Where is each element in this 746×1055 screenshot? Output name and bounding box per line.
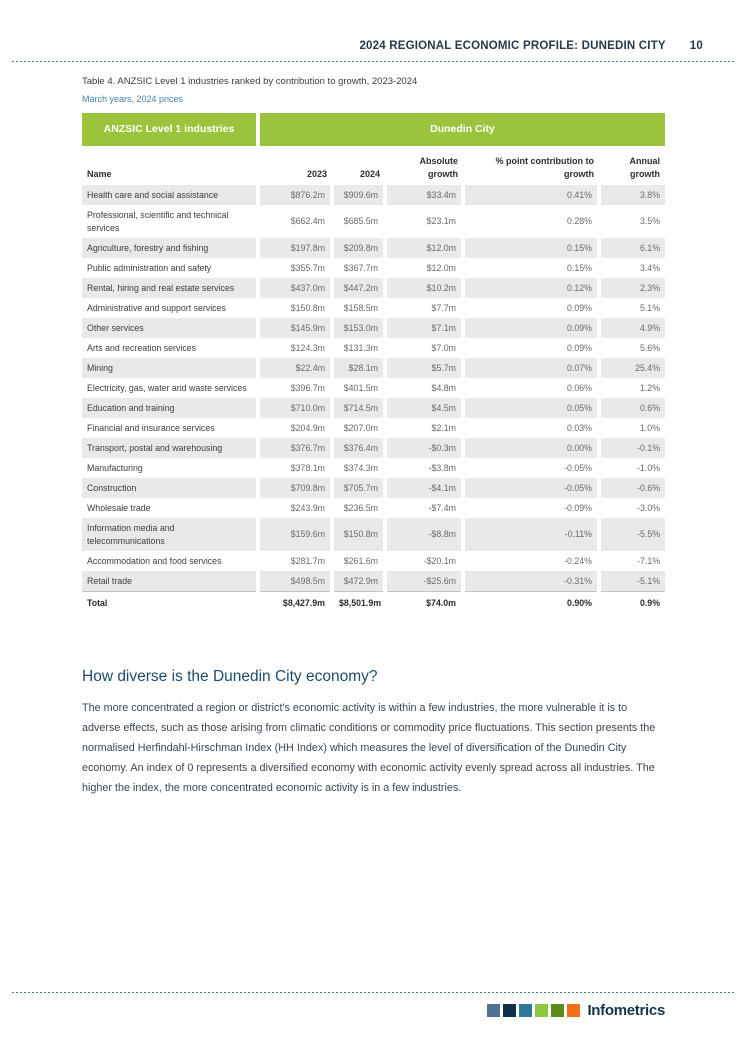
cell-absolute-growth: -$4.1m	[385, 478, 463, 498]
cell-contribution: 0.07%	[463, 358, 599, 378]
section-paragraph: The more concentrated a region or district's economic activity is within a few industries, the more vulnerable it is to adverse effects, such as those arising from climatic conditions or commodity price fluctuations. This section presents the normalised Herfindahl-Hirschman Index (HH Index) which measures the level of diversification of the Dunedin City economy. An index of 0 represents a diversified economy with economic activity evenly spread across all industries. The higher the index, the more concentrated economic activity is in a few industries.	[82, 702, 656, 794]
infometrics-logo	[487, 1001, 665, 1019]
cell-name: Public administration and safety	[87, 262, 212, 273]
col-header-2024: 2024	[332, 146, 385, 185]
cell-absolute-growth: $5.7m	[385, 358, 463, 378]
cell-annual-growth: 6.1%	[599, 238, 665, 258]
cell-annual-growth: -0.6%	[599, 478, 665, 498]
cell-2023: $22.4m	[258, 358, 332, 378]
col-header-2023: 2023	[258, 146, 332, 185]
group-header-right: Dunedin City	[258, 113, 665, 146]
logo-square	[503, 1004, 516, 1017]
cell-name: Information media and telecommunications	[82, 518, 258, 551]
cell-absolute-growth: -$0.3m	[385, 438, 463, 458]
cell-absolute-growth: $7.1m	[385, 318, 463, 338]
cell-absolute-growth: $4.5m	[385, 398, 463, 418]
cell-absolute-growth: $2.1m	[385, 418, 463, 438]
cell-name: Construction	[82, 478, 258, 498]
cell-absolute-growth: $7.0m	[385, 338, 463, 358]
cell-name: Health care and social assistance	[82, 185, 258, 205]
cell-absolute-growth: $10.2m	[385, 278, 463, 298]
cell-contribution: -0.31%	[463, 571, 599, 592]
table-row	[82, 518, 665, 551]
cell-absolute-growth: $23.1m	[385, 205, 463, 238]
cell-name: Wholesale trade	[87, 502, 151, 513]
cell-name: Electricity, gas, water and waste services	[87, 382, 247, 393]
cell-2023: $437.0m	[258, 278, 332, 298]
table-row	[82, 238, 665, 258]
cell-2023: $378.1m	[258, 458, 332, 478]
cell-absolute-growth: -$3.8m	[385, 458, 463, 478]
table-row	[82, 458, 665, 478]
cell-contribution: -0.11%	[463, 518, 599, 551]
cell-2023: $498.5m	[258, 571, 332, 592]
cell-annual-growth: 3.4%	[599, 258, 665, 278]
cell-absolute-growth: $7.7m	[385, 298, 463, 318]
cell-2024: $909.6m	[332, 185, 385, 205]
cell-2024: $28.1m	[332, 358, 385, 378]
cell-name: Mining	[82, 358, 258, 378]
logo-square	[535, 1004, 548, 1017]
cell-2024: $261.6m	[332, 551, 385, 571]
cell-2023: $876.2m	[258, 185, 332, 205]
cell-name: Administrative and support services	[87, 302, 226, 313]
cell-name: Other services	[82, 318, 258, 338]
table-row	[82, 498, 665, 518]
cell-contribution: 0.00%	[463, 438, 599, 458]
cell-name: Retail trade	[82, 571, 258, 592]
cell-annual-growth: 3.8%	[599, 185, 665, 205]
cell-2024: $207.0m	[332, 418, 385, 438]
cell-absolute-growth: $4.8m	[385, 378, 463, 398]
cell-2023: $150.8m	[258, 298, 332, 318]
cell-contribution: 0.41%	[463, 185, 599, 205]
logo-wordmark: Infometrics	[587, 1001, 665, 1019]
cell-annual-growth: 0.6%	[599, 398, 665, 418]
table-total-row	[82, 592, 665, 616]
cell-2024: $714.5m	[332, 398, 385, 418]
cell-absolute-growth: -$25.6m	[385, 571, 463, 592]
cell-contribution: 0.09%	[463, 298, 599, 318]
table-row	[82, 318, 665, 338]
cell-2024: $150.8m	[332, 518, 385, 551]
cell-2023: $145.9m	[258, 318, 332, 338]
cell-contribution: 0.15%	[463, 258, 599, 278]
cell-contribution: 0.09%	[463, 338, 599, 358]
cell-2024: $8,501.9m	[332, 592, 385, 616]
industries-table	[82, 113, 665, 615]
cell-absolute-growth: $74.0m	[385, 592, 463, 616]
section-heading: How diverse is the Dunedin City economy?	[82, 668, 378, 685]
cell-annual-growth: 1.0%	[599, 418, 665, 438]
page-number: 10	[689, 40, 703, 52]
cell-annual-growth: 5.1%	[599, 298, 665, 318]
logo-square	[567, 1004, 580, 1017]
table-row	[82, 438, 665, 458]
table-row	[82, 378, 665, 398]
header-rule	[12, 61, 734, 63]
cell-annual-growth: 0.9%	[599, 592, 665, 616]
table-subcaption: March years, 2024 prices	[82, 94, 184, 104]
footer-rule	[12, 992, 734, 994]
cell-annual-growth: 1.2%	[599, 378, 665, 398]
cell-contribution: -0.05%	[463, 458, 599, 478]
cell-contribution: 0.90%	[463, 592, 599, 616]
cell-contribution: 0.06%	[463, 378, 599, 398]
cell-absolute-growth: $33.4m	[385, 185, 463, 205]
cell-name: Arts and recreation services	[87, 342, 197, 353]
table-row	[82, 551, 665, 571]
cell-annual-growth: 3.5%	[599, 205, 665, 238]
table-row	[82, 205, 665, 238]
page-header-title: 2024 REGIONAL ECONOMIC PROFILE: DUNEDIN CITY	[359, 40, 666, 52]
table-row	[82, 298, 665, 318]
cell-annual-growth: 2.3%	[599, 278, 665, 298]
cell-name: Professional, scientific and technical services	[87, 209, 229, 233]
cell-contribution: 0.12%	[463, 278, 599, 298]
table-row	[82, 358, 665, 378]
logo-square	[519, 1004, 532, 1017]
cell-2023: $662.4m	[258, 205, 332, 238]
col-header-annual-growth: Annual growth	[599, 146, 665, 185]
page-header	[0, 40, 703, 52]
cell-2024: $447.2m	[332, 278, 385, 298]
cell-2024: $376.4m	[332, 438, 385, 458]
logo-square	[551, 1004, 564, 1017]
cell-contribution: -0.24%	[463, 551, 599, 571]
cell-absolute-growth: -$7.4m	[385, 498, 463, 518]
cell-annual-growth: 25.4%	[599, 358, 665, 378]
table-caption: Table 4. ANZSIC Level 1 industries ranked by contribution to growth, 2023-2024	[82, 76, 418, 87]
cell-2023: $124.3m	[258, 338, 332, 358]
cell-contribution: 0.15%	[463, 238, 599, 258]
cell-2024: $131.3m	[332, 338, 385, 358]
table-row	[82, 338, 665, 358]
cell-contribution: 0.09%	[463, 318, 599, 338]
table-row	[82, 478, 665, 498]
cell-name: Total	[82, 592, 258, 616]
cell-2024: $401.5m	[332, 378, 385, 398]
logo-squares	[487, 1004, 580, 1017]
cell-absolute-growth: -$20.1m	[385, 551, 463, 571]
cell-annual-growth: -0.1%	[599, 438, 665, 458]
col-header-contribution: % point contribution to growth	[463, 146, 599, 185]
cell-contribution: -0.09%	[463, 498, 599, 518]
cell-2024: $153.0m	[332, 318, 385, 338]
cell-annual-growth: 5.6%	[599, 338, 665, 358]
cell-name: Education and training	[82, 398, 258, 418]
column-header-row	[82, 146, 665, 185]
cell-name: Transport, postal and warehousing	[82, 438, 258, 458]
cell-2024: $158.5m	[332, 298, 385, 318]
cell-2024: $209.8m	[332, 238, 385, 258]
col-header-name: Name	[82, 146, 258, 185]
cell-2024: $374.3m	[332, 458, 385, 478]
cell-2023: $709.8m	[258, 478, 332, 498]
cell-2023: $204.9m	[258, 418, 332, 438]
cell-absolute-growth: $12.0m	[385, 258, 463, 278]
cell-contribution: 0.05%	[463, 398, 599, 418]
cell-2023: $197.8m	[258, 238, 332, 258]
cell-annual-growth: -5.1%	[599, 571, 665, 592]
col-header-absolute-growth: Absolute growth	[385, 146, 463, 185]
cell-2024: $705.7m	[332, 478, 385, 498]
cell-name: Manufacturing	[87, 462, 143, 473]
cell-2024: $472.9m	[332, 571, 385, 592]
cell-2023: $159.6m	[258, 518, 332, 551]
cell-name: Accommodation and food services	[87, 555, 222, 566]
cell-contribution: -0.05%	[463, 478, 599, 498]
cell-annual-growth: 4.9%	[599, 318, 665, 338]
cell-annual-growth: -3.0%	[599, 498, 665, 518]
table-row	[82, 418, 665, 438]
group-header-left: ANZSIC Level 1 industries	[82, 113, 258, 146]
table-body	[82, 185, 665, 615]
cell-2023: $376.7m	[258, 438, 332, 458]
cell-2023: $710.0m	[258, 398, 332, 418]
table-row	[82, 278, 665, 298]
group-header-row	[82, 113, 665, 146]
cell-absolute-growth: -$8.8m	[385, 518, 463, 551]
cell-2023: $396.7m	[258, 378, 332, 398]
logo-square	[487, 1004, 500, 1017]
cell-2023: $355.7m	[258, 258, 332, 278]
cell-name: Rental, hiring and real estate services	[82, 278, 258, 298]
cell-2023: $8,427.9m	[258, 592, 332, 616]
cell-annual-growth: -7.1%	[599, 551, 665, 571]
table-row	[82, 258, 665, 278]
cell-contribution: 0.28%	[463, 205, 599, 238]
table-row	[82, 571, 665, 592]
cell-2024: $367.7m	[332, 258, 385, 278]
cell-name: Financial and insurance services	[87, 422, 215, 433]
cell-annual-growth: -1.0%	[599, 458, 665, 478]
cell-2023: $281.7m	[258, 551, 332, 571]
cell-2024: $685.5m	[332, 205, 385, 238]
table-row	[82, 398, 665, 418]
cell-contribution: 0.03%	[463, 418, 599, 438]
table-row	[82, 185, 665, 205]
cell-annual-growth: -5.5%	[599, 518, 665, 551]
cell-name: Agriculture, forestry and fishing	[82, 238, 258, 258]
cell-absolute-growth: $12.0m	[385, 238, 463, 258]
cell-2024: $236.5m	[332, 498, 385, 518]
cell-2023: $243.9m	[258, 498, 332, 518]
